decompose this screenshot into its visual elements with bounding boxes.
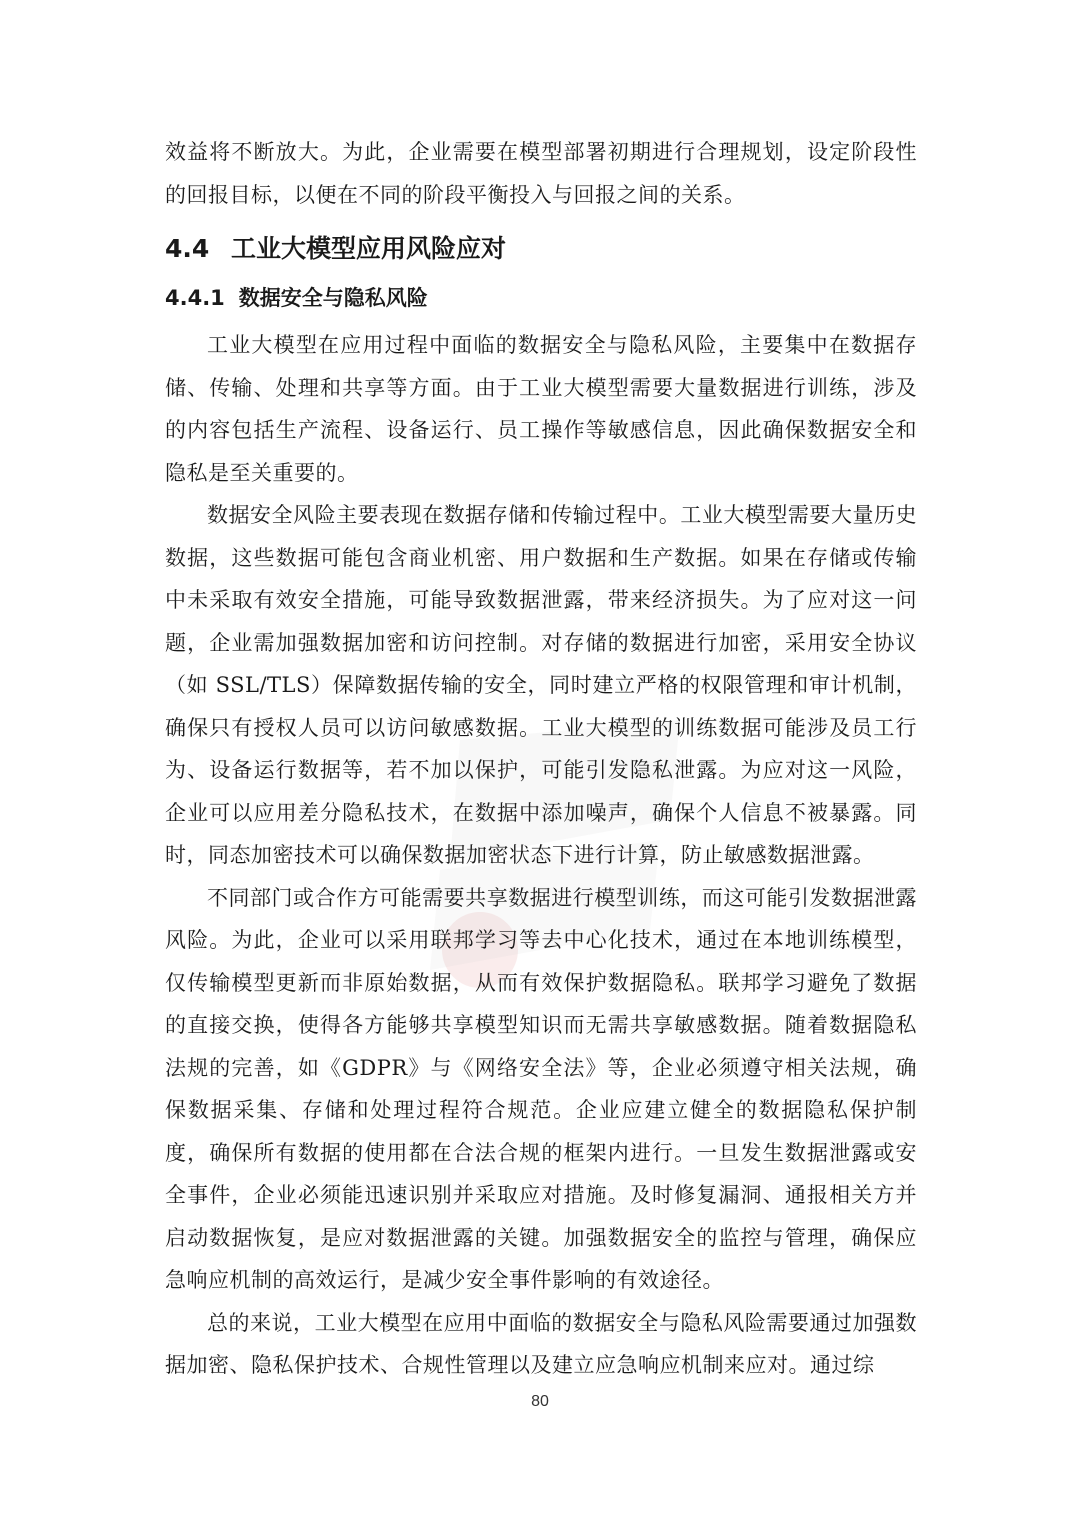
subsection-title: 数据安全与隐私风险 [238, 286, 428, 310]
paragraph-1: 工业大模型在应用过程中面临的数据安全与隐私风险，主要集中在数据存储、传输、处理和共享等方面。由于工业大模型需要大量数据进行训练，涉及的内容包括生产流程、设备运行、员工操作等敏感信息，因此确保数据安全和隐私是至关重要的。 [165, 333, 917, 485]
section-heading [165, 228, 917, 270]
subsection-number: 4.4.1 [165, 286, 225, 310]
paragraph-3: 不同部门或合作方可能需要共享数据进行模型训练，而这可能引发数据泄露风险。为此，企业可以采用联邦学习等去中心化技术，通过在本地训练模型，仅传输模型更新而非原始数据，从而有效保护数据隐私。联邦学习避免了数据的直接交换，使得各方能够共享模型知识而无需共享敏感数据。随着数据隐私法规的完善，如《GDPR》与《网络安全法》等，企业必须遵守相关法规，确保数据采集、存储和处理过程符合规范。企业应建立健全的数据隐私保护制度，确保所有数据的使用都在合法合规的框架内进行。一旦发生数据泄露或安全事件，企业必须能迅速识别并采取应对措施。及时修复漏洞、通报相关方并启动数据恢复，是应对数据泄露的关键。加强数据安全的监控与管理，确保应急响应机制的高效运行，是减少安全事件影响的有效途径。 [165, 885, 917, 1292]
subsection-heading [165, 278, 917, 318]
page-content [165, 131, 917, 1387]
section-title: 工业大模型应用风险应对 [231, 234, 507, 263]
paragraph-4: 总的来说，工业大模型在应用中面临的数据安全与隐私风险需要通过加强数据加密、隐私保护技术、合规性管理以及建立应急响应机制来应对。通过综 [165, 1310, 917, 1377]
page-number: 80 [531, 1393, 549, 1410]
section-number: 4.4 [165, 234, 210, 263]
paragraph-2: 数据安全风险主要表现在数据存储和传输过程中。工业大模型需要大量历史数据，这些数据可能包含商业机密、用户数据和生产数据。如果在存储或传输中未采取有效安全措施，可能导致数据泄露，带来经济损失。为了应对这一问题，企业需加强数据加密和访问控制。对存储的数据进行加密，采用安全协议（如 SSL/TLS）保障数据传输的安全，同时建立严格的权限管理和审计机制，确保只有授权人员可以访问敏感数据。工业大模型的训练数据可能涉及员工行为、设备运行数据等，若不加以保护，可能引发隐私泄露。为应对这一风险，企业可以应用差分隐私技术，在数据中添加噪声，确保个人信息不被暴露。同时，同态加密技术可以确保数据加密状态下进行计算，防止敏感数据泄露。 [165, 503, 917, 867]
continuation-paragraph: 效益将不断放大。为此，企业需要在模型部署初期进行合理规划，设定阶段性的回报目标，以便在不同的阶段平衡投入与回报之间的关系。 [165, 140, 917, 207]
